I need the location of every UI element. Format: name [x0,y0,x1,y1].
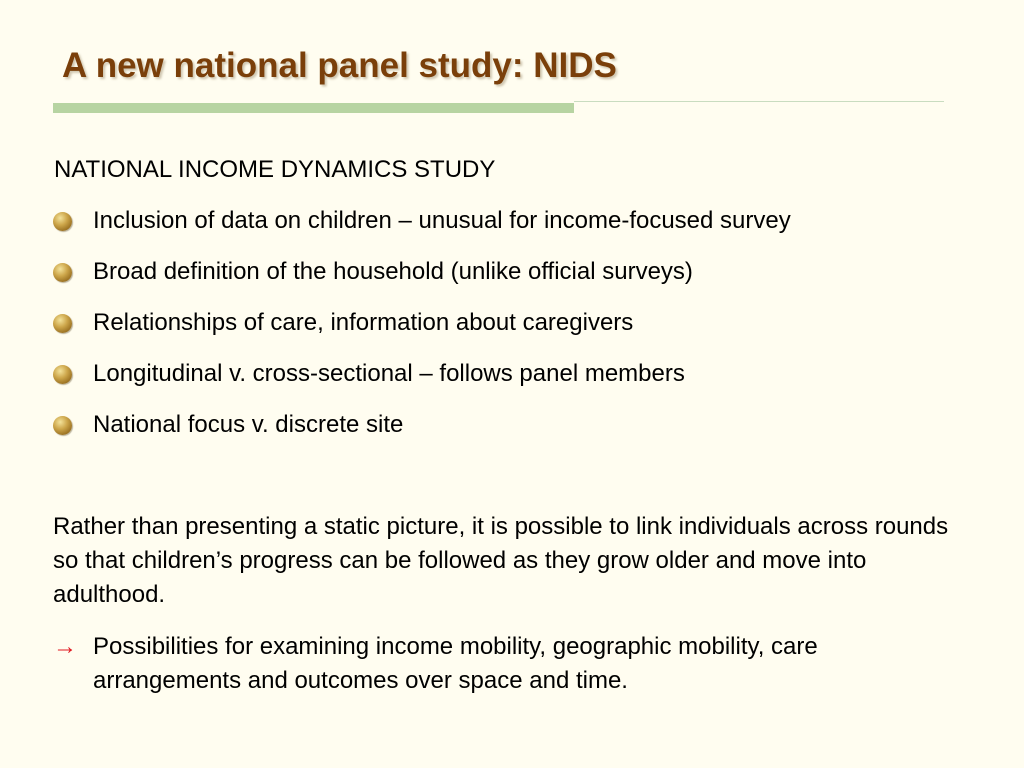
bullet-text: Broad definition of the household (unlike official surveys) [93,258,693,285]
list-item [53,255,791,306]
bullet-text: Longitudinal v. cross-sectional – follows panel members [93,360,685,387]
arrow-point-text: Possibilities for examining income mobility, geographic mobility, care arrangements and outcomes over space and time. [93,633,818,694]
title-underline-thick [53,103,574,113]
arrow-right-icon: → [53,633,77,660]
bullet-icon [53,416,72,435]
title-underline-thin [574,101,944,102]
list-item [53,357,791,408]
bullet-text: National focus v. discrete site [93,411,404,438]
section-heading: NATIONAL INCOME DYNAMICS STUDY [54,156,496,183]
bullet-icon [53,365,72,384]
bullet-text: Relationships of care, information about caregivers [93,309,634,336]
slide-title: A new national panel study: NIDS [62,46,617,85]
bullet-icon [53,263,72,282]
body-paragraph: Rather than presenting a static picture, it is possible to link individuals across rounds so that children’s progress can be followed as they grow older and move into adulthood. [53,513,949,608]
bullet-icon [53,314,72,333]
list-item [53,204,791,255]
bullet-icon [53,212,72,231]
list-item [53,306,791,357]
bullet-text: Inclusion of data on children – unusual for income-focused survey [93,207,791,234]
bullet-list [53,204,791,459]
list-item [53,408,791,459]
arrow-point [53,630,963,698]
